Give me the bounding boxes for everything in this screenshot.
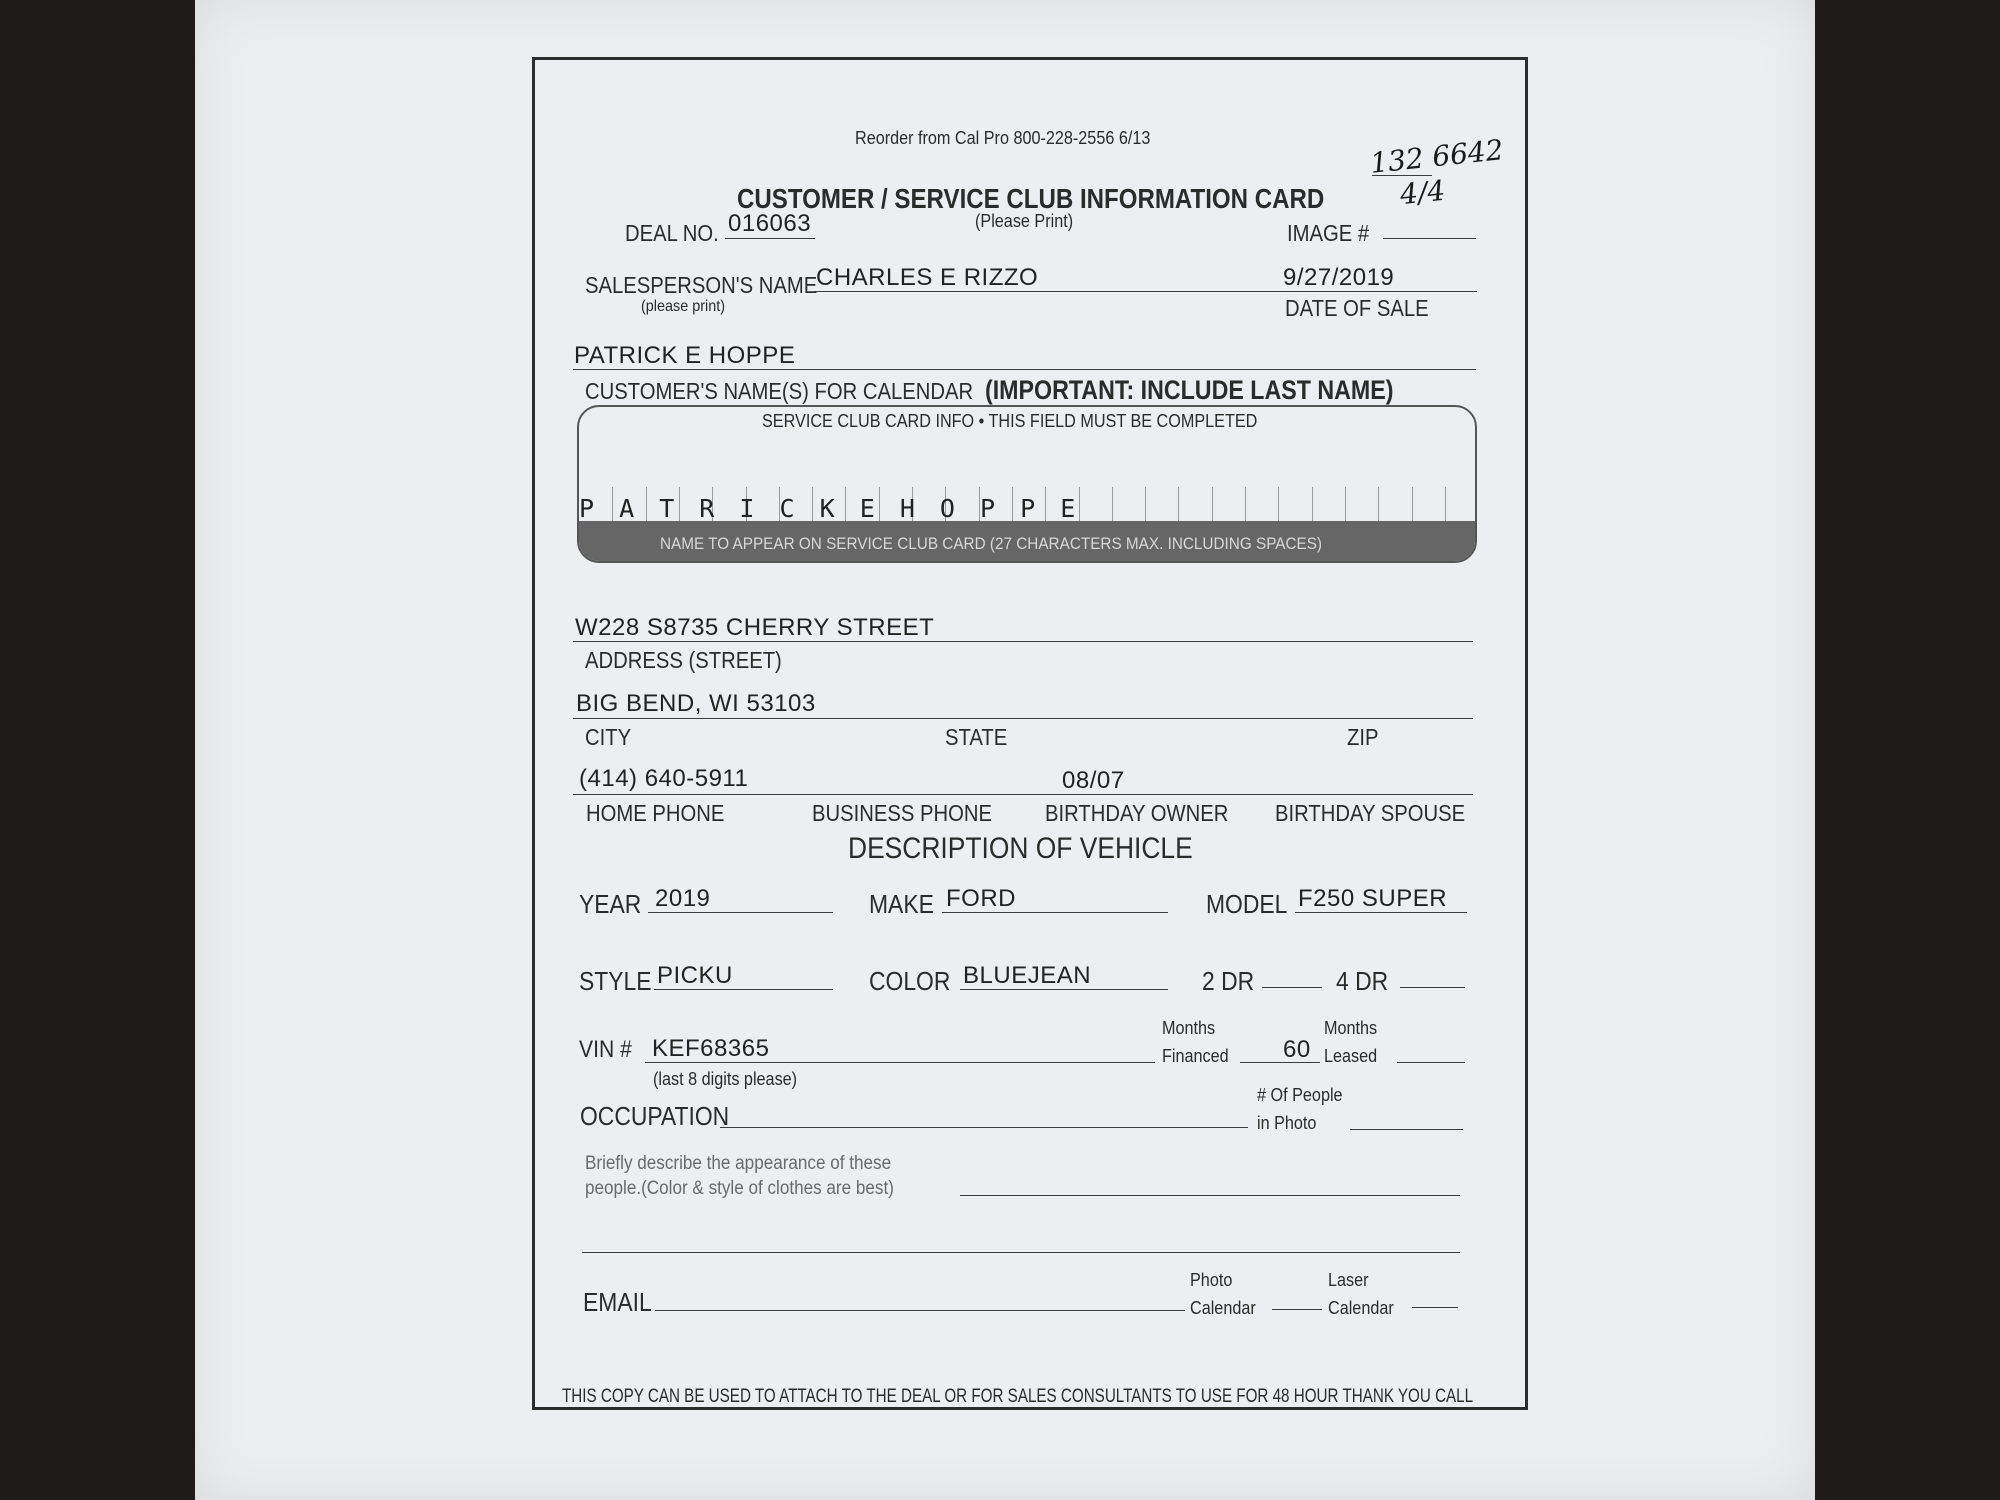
character-tick <box>1178 487 1179 521</box>
make-label: MAKE <box>869 889 934 919</box>
deal-no-value: 016063 <box>728 210 812 237</box>
year-line <box>648 912 833 913</box>
deal-no-label: DEAL NO. <box>625 220 719 246</box>
describe-line-b <box>582 1252 1460 1253</box>
character-tick <box>1445 487 1446 521</box>
months-leased-label-2: Leased <box>1324 1046 1378 1066</box>
service-card-heading: SERVICE CLUB CARD INFO • THIS FIELD MUST BE COMPLETED <box>762 411 1258 431</box>
vin-line <box>645 1062 1155 1063</box>
image-no-line <box>1383 238 1476 239</box>
months-financed-line <box>1240 1062 1320 1063</box>
character-tick <box>1112 487 1113 521</box>
laser-calendar-label-1: Laser <box>1328 1270 1369 1290</box>
please-print-note: (Please Print) <box>975 211 1074 231</box>
reorder-text: Reorder from Cal Pro 800-228-2556 6/13 <box>855 128 1151 148</box>
date-of-sale-label: DATE OF SALE <box>1285 295 1429 321</box>
two-door-label: 2 DR <box>1202 966 1255 996</box>
color-line <box>960 989 1168 990</box>
describe-line-a <box>960 1195 1460 1196</box>
occupation-line <box>720 1127 1248 1128</box>
state-label: STATE <box>945 724 1008 750</box>
color-label: COLOR <box>869 966 951 996</box>
four-door-line <box>1400 987 1465 988</box>
year-label: YEAR <box>579 889 642 919</box>
vin-value: KEF68365 <box>652 1035 770 1062</box>
important-note: (IMPORTANT: INCLUDE LAST NAME) <box>985 375 1394 405</box>
city-value: BIG BEND, WI 53103 <box>576 690 816 717</box>
model-value: F250 SUPER <box>1298 885 1448 912</box>
phones-line <box>573 794 1473 795</box>
photo-calendar-line <box>1272 1309 1322 1310</box>
handwritten-fraction: 4/4 <box>1398 173 1447 212</box>
zip-label: ZIP <box>1347 724 1379 750</box>
occupation-label: OCCUPATION <box>580 1101 730 1131</box>
people-in-photo-label-2: in Photo <box>1257 1113 1317 1133</box>
character-tick <box>1145 487 1146 521</box>
months-leased-line <box>1397 1062 1465 1063</box>
model-label: MODEL <box>1206 889 1288 919</box>
describe-line-1: Briefly describe the appearance of these <box>585 1153 892 1174</box>
laser-calendar-line <box>1412 1307 1458 1308</box>
service-card-name: P A T R I C K E H O P P E <box>579 494 1081 523</box>
birthday-owner-value: 08/07 <box>1062 767 1125 794</box>
style-label: STYLE <box>579 966 652 996</box>
service-card-band-text: NAME TO APPEAR ON SERVICE CLUB CARD (27 CHARACTERS MAX. INCLUDING SPACES) <box>660 534 1323 553</box>
photo-calendar-label-1: Photo <box>1190 1270 1233 1290</box>
laser-calendar-label-2: Calendar <box>1328 1298 1394 1318</box>
two-door-line <box>1262 987 1322 988</box>
model-line <box>1295 912 1467 913</box>
vehicle-heading: DESCRIPTION OF VEHICLE <box>848 832 1193 865</box>
describe-line-2: people.(Color & style of clothes are best) <box>585 1178 894 1199</box>
style-value: PICKU <box>657 962 733 989</box>
months-financed-label-2: Financed <box>1162 1046 1229 1066</box>
city-line <box>573 718 1473 719</box>
style-line <box>654 989 833 990</box>
birthday-spouse-label: BIRTHDAY SPOUSE <box>1275 800 1466 826</box>
people-in-photo-label-1: # Of People <box>1257 1085 1343 1105</box>
form-title: CUSTOMER / SERVICE CLUB INFORMATION CARD <box>737 183 1325 214</box>
character-tick <box>1278 487 1279 521</box>
form-border <box>532 57 1528 1410</box>
salesperson-line <box>815 291 1477 292</box>
city-label: CITY <box>585 724 632 750</box>
customer-name-line <box>573 369 1476 370</box>
character-tick <box>1345 487 1346 521</box>
salesperson-label: SALESPERSON'S NAME <box>585 272 818 298</box>
character-tick <box>1378 487 1379 521</box>
character-tick <box>1312 487 1313 521</box>
date-of-sale-value: 9/27/2019 <box>1283 264 1395 291</box>
email-label: EMAIL <box>583 1287 652 1317</box>
character-tick <box>1245 487 1246 521</box>
business-phone-label: BUSINESS PHONE <box>812 800 992 826</box>
character-tick <box>1412 487 1413 521</box>
months-financed-value: 60 <box>1283 1036 1311 1063</box>
handwritten-number: 132 6642 <box>1368 133 1505 180</box>
months-leased-label-1: Months <box>1324 1018 1378 1038</box>
people-in-photo-line <box>1350 1129 1463 1130</box>
home-phone-value: (414) 640-5911 <box>579 765 749 792</box>
four-door-label: 4 DR <box>1336 966 1389 996</box>
vin-note: (last 8 digits please) <box>653 1069 798 1089</box>
year-value: 2019 <box>655 885 711 912</box>
photo-calendar-label-2: Calendar <box>1190 1298 1256 1318</box>
make-line <box>942 912 1168 913</box>
salesperson-sublabel: (please print) <box>641 298 726 315</box>
customer-name-value: PATRICK E HOPPE <box>574 342 796 369</box>
birthday-owner-label: BIRTHDAY OWNER <box>1045 800 1229 826</box>
deal-no-line <box>725 238 815 239</box>
customer-name-label: CUSTOMER'S NAME(S) FOR CALENDAR <box>585 378 974 404</box>
color-value: BLUEJEAN <box>963 962 1092 989</box>
months-financed-label-1: Months <box>1162 1018 1216 1038</box>
home-phone-label: HOME PHONE <box>586 800 725 826</box>
footer-note: THIS COPY CAN BE USED TO ATTACH TO THE DEAL OR FOR SALES CONSULTANTS TO USE FOR 48 HOUR THANK YOU CALL <box>562 1386 1474 1407</box>
address-label: ADDRESS (STREET) <box>585 647 782 673</box>
address-value: W228 S8735 CHERRY STREET <box>575 614 935 641</box>
vin-label: VIN # <box>579 1036 632 1063</box>
email-line <box>655 1310 1185 1311</box>
salesperson-value: CHARLES E RIZZO <box>816 264 1039 291</box>
character-tick <box>1212 487 1213 521</box>
make-value: FORD <box>946 885 1016 912</box>
address-line <box>573 641 1473 642</box>
image-no-label: IMAGE # <box>1287 220 1370 246</box>
